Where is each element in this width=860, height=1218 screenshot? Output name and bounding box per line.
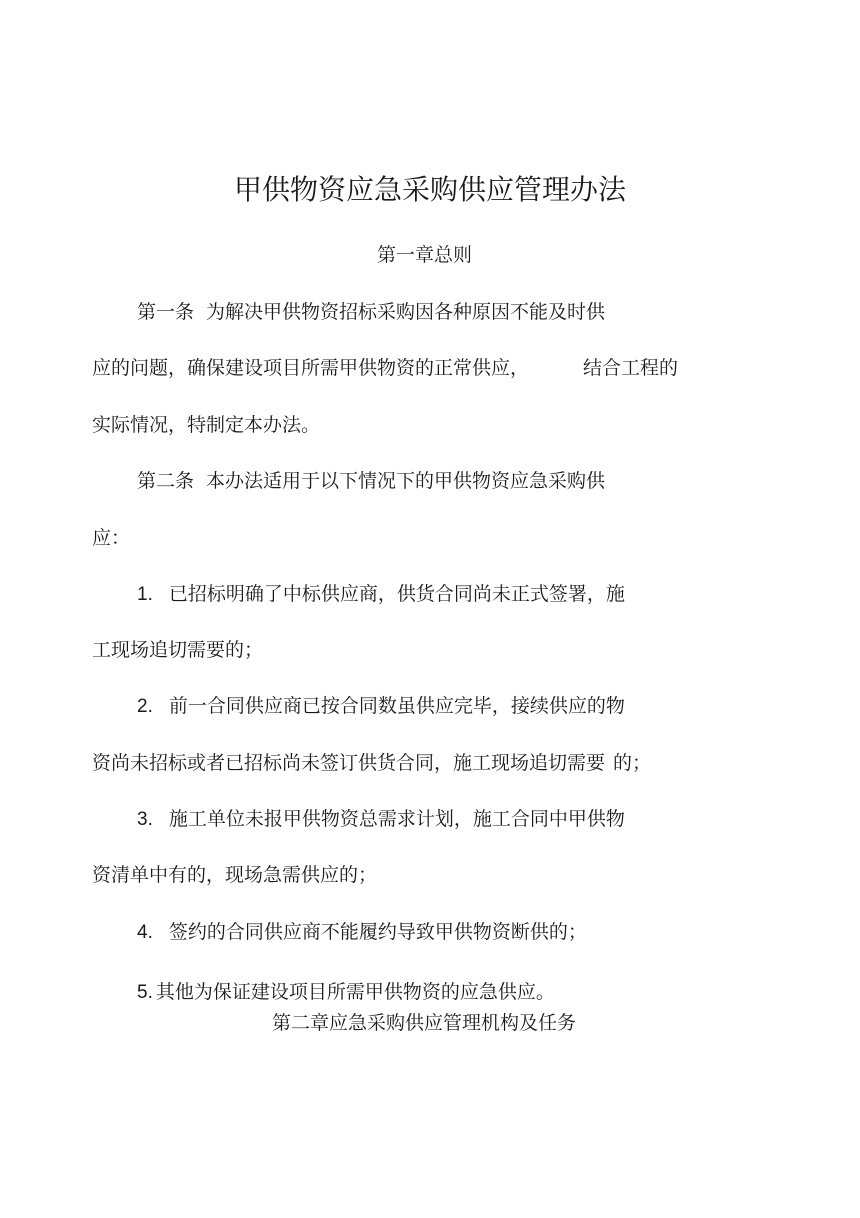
- list-item-2-line-1: [137, 694, 625, 719]
- list-item-5-line-1: [137, 980, 555, 1005]
- document-title: 甲供物资应急采购供应管理办法: [233, 173, 626, 206]
- article-2-line-1: [137, 469, 605, 493]
- article-1-text-2b: 结合工程的: [583, 357, 679, 379]
- list-item-1-line-2: 工现场追切需要的；: [92, 639, 264, 661]
- list-item-5-number: 5.: [137, 982, 153, 1003]
- list-item-2-text-1: 前一合同供应商已按合同数虽供应完毕，接续供应的物: [168, 695, 625, 717]
- list-item-2-number: 2.: [137, 696, 153, 717]
- article-2-text-1: 本办法适用于以下情况下的甲供物资应急采购供: [206, 470, 606, 492]
- list-item-2-text-2a: 资尚未招标或者已招标尚未签订供货合同，施工现场追切需要: [92, 752, 606, 774]
- article-1-line-2: [92, 356, 678, 380]
- article-1-line-3: 实际情况，特制定本办法。: [92, 414, 321, 436]
- article-1-text-1: 为解决甲供物资招标采购因各种原因不能及时供: [206, 301, 606, 323]
- list-item-3-line-1: [137, 807, 625, 832]
- chapter-2-heading: 第二章应急采购供应管理机构及任务: [272, 1012, 577, 1034]
- chapter-1-heading: 第一章总则: [377, 244, 473, 266]
- list-item-3-line-2: 资清单中有的，现场急需供应的；: [92, 864, 378, 886]
- article-1-line-1: [137, 300, 605, 324]
- list-item-5-text-1: 其他为保证建设项目所需甲供物资的应急供应。: [155, 981, 555, 1003]
- list-item-1-number: 1.: [137, 584, 153, 605]
- list-item-1-text-1: 已招标明确了中标供应商，供货合同尚未正式签署，施: [168, 583, 625, 605]
- list-item-3-number: 3.: [137, 809, 153, 830]
- list-item-1-line-1: [137, 582, 625, 607]
- list-item-2-text-2b: 的；: [613, 752, 652, 774]
- article-2-label: 第二条: [137, 470, 195, 492]
- article-1-text-2a: 应的问题，确保建设项目所需甲供物资的正常供应，: [92, 357, 530, 379]
- list-item-3-text-1: 施工单位未报甲供物资总需求计划，施工合同中甲供物: [168, 808, 625, 830]
- list-item-4-line-1: [137, 920, 587, 945]
- list-item-2-line-2: [92, 751, 651, 775]
- list-item-4-number: 4.: [137, 922, 153, 943]
- article-2-line-2: 应：: [92, 527, 131, 549]
- article-1-label: 第一条: [137, 301, 195, 323]
- list-item-4-text-1: 签约的合同供应商不能履约导致甲供物资断供的；: [168, 921, 587, 943]
